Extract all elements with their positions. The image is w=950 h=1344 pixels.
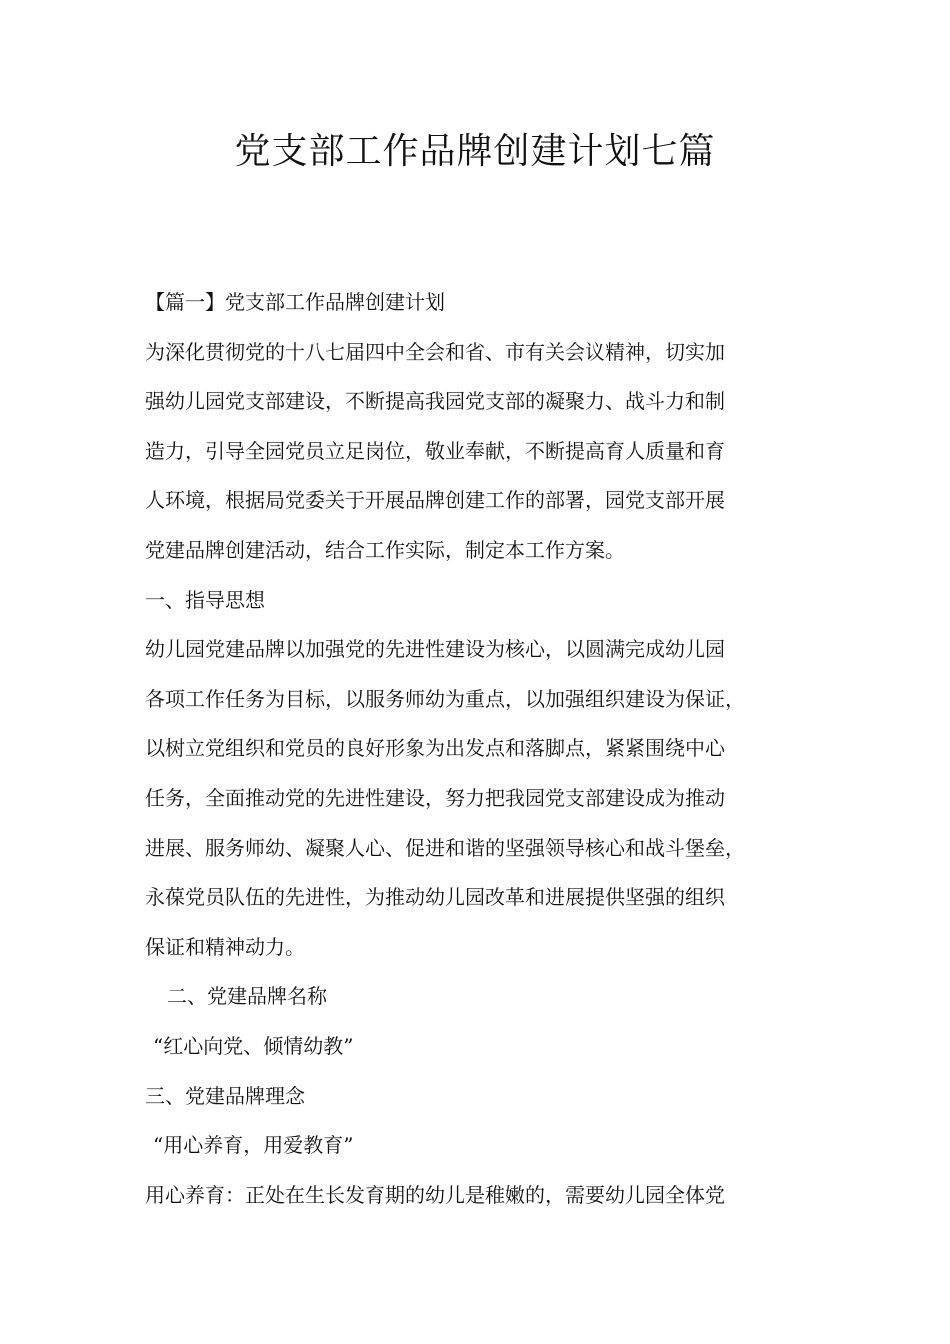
paragraph-line: 为深化贯彻党的十八七届四中全会和省、市有关会议精神，切实加: [145, 339, 725, 364]
brand-concept-quote: “用心养育，用爱教育”: [153, 1133, 354, 1158]
paragraph-line: 党建品牌创建活动，结合工作实际，制定本工作方案。: [145, 537, 625, 562]
paragraph-line: 用心养育：正处在生长发育期的幼儿是稚嫩的，需要幼儿园全体党: [145, 1182, 725, 1207]
paragraph-line: 保证和精神动力。: [145, 934, 305, 959]
section-heading-brand-concept: 三、党建品牌理念: [145, 1083, 305, 1108]
paragraph-line: 幼儿园党建品牌以加强党的先进性建设为核心，以圆满完成幼儿园: [145, 637, 725, 662]
section-heading-brand-name: 二、党建品牌名称: [167, 984, 327, 1009]
paragraph-line: 造力，引导全园党员立足岗位，敬业奉献，不断提高育人质量和育: [145, 438, 725, 463]
paragraph-line: 进展、服务师幼、凝聚人心、促进和谐的坚强领导核心和战斗堡垒，: [145, 835, 745, 860]
paragraph-line: 人环境，根据局党委关于开展品牌创建工作的部署，园党支部开展: [145, 488, 725, 513]
paragraph-line: 任务，全面推动党的先进性建设，努力把我园党支部建设成为推动: [145, 785, 725, 810]
document-body: [145, 278, 835, 1220]
brand-name-quote: “红心向党、倾情幼教”: [153, 1033, 354, 1058]
section-heading-guiding-ideology: 一、指导思想: [145, 587, 265, 612]
document-title: 党支部工作品牌创建计划七篇: [234, 131, 716, 172]
paragraph-line: 以树立党组织和党员的良好形象为出发点和落脚点，紧紧围绕中心: [145, 736, 725, 761]
paragraph-line: 强幼儿园党支部建设，不断提高我园党支部的凝聚力、战斗力和制: [145, 389, 725, 414]
paragraph-line: 各项工作任务为目标，以服务师幼为重点，以加强组织建设为保证，: [145, 686, 745, 711]
paragraph-line: 永葆党员队伍的先进性，为推动幼儿园改革和进展提供坚强的组织: [145, 885, 725, 910]
section-heading-part-one: 【篇一】党支部工作品牌创建计划: [145, 290, 445, 314]
